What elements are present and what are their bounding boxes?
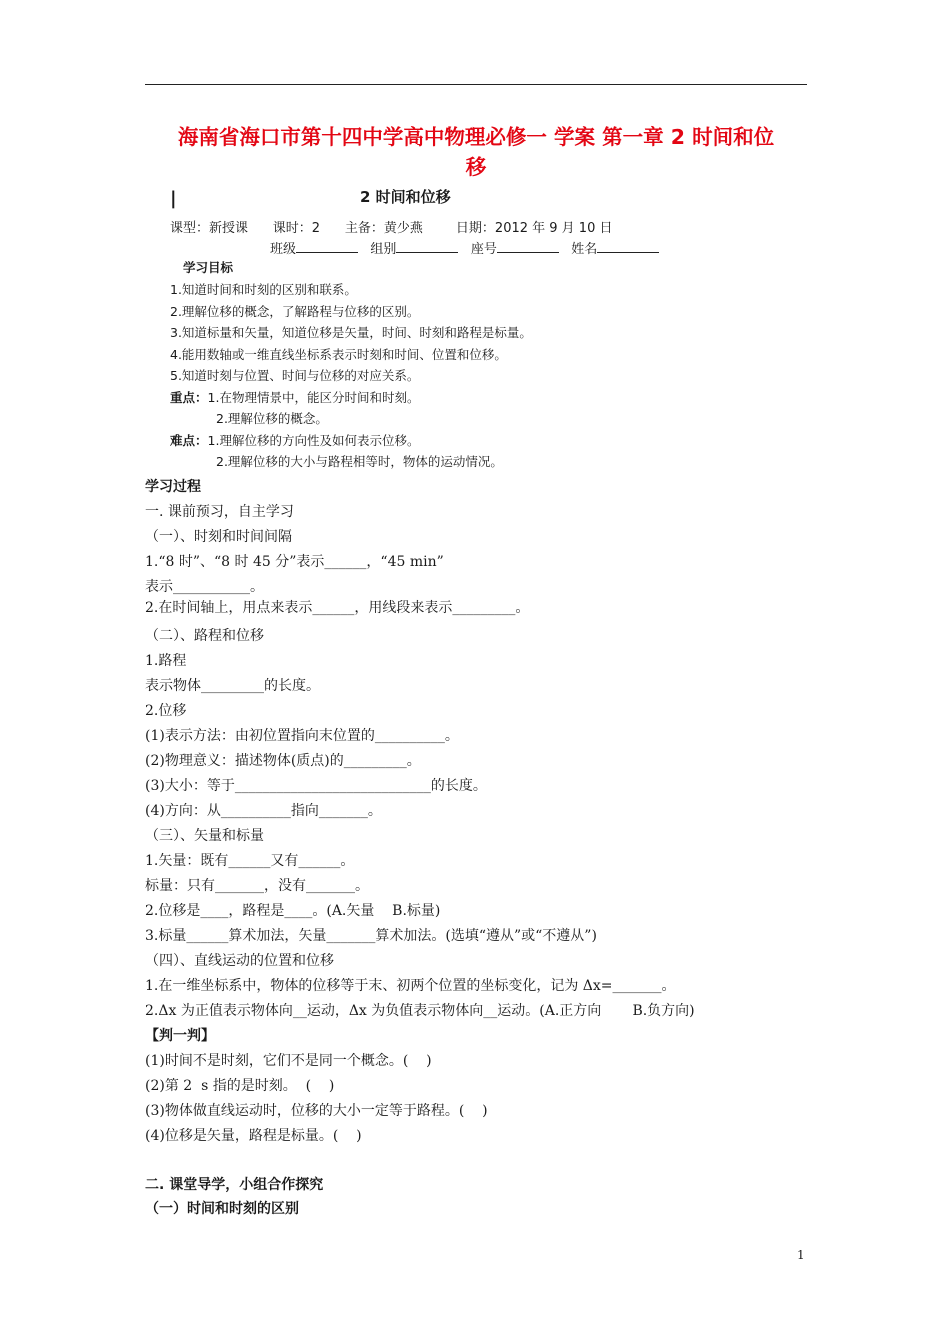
study-line: 表示___________。: [145, 579, 264, 595]
objectives-list: [170, 279, 532, 473]
objective-item: 4.能用数轴或一维直线坐标系表示时刻和时间、位置和位移。: [170, 346, 507, 362]
key-points: 重点：1.在物理情景中，能区分时间和时刻。: [170, 389, 420, 405]
study-line: 2.位移是____，路程是____。(A.矢量 B.标量): [145, 903, 441, 919]
study-line: 2.在时间轴上，用点来表示______，用线段来表示_________。: [145, 600, 530, 616]
study-line: (4)位移是矢量，路程是标量。( ): [145, 1128, 362, 1144]
name-label: 姓名: [571, 242, 598, 257]
study-line: (1)时间不是时刻，它们不是同一个概念。( ): [145, 1053, 432, 1069]
objective-item: 1.知道时间和时刻的区别和联系。: [170, 282, 357, 297]
seat-blank: [497, 240, 559, 253]
study-line: 【判一判】: [145, 1028, 215, 1044]
study-line: （四）、直线运动的位置和位移: [145, 953, 334, 969]
title-line-2: 移: [465, 155, 487, 179]
document-title: [140, 122, 812, 182]
study-line: (2)物理意义：描述物体(质点)的_________。: [145, 753, 421, 769]
difficult-points: 难点：1.理解位移的方向性及如何表示位移。: [170, 432, 420, 448]
section-2-subheading: （一）时间和时刻的区别: [145, 1201, 299, 1217]
study-line: (1)表示方法：由初位置指向末位置的__________。: [145, 728, 459, 744]
page-number: 1: [797, 1248, 805, 1262]
seat-label: 座号: [470, 242, 497, 257]
meta-row-1: 课型：新授课 课时：2 主备：黄少燕 日期：2012 年 9 月 10 日: [170, 221, 613, 236]
header-rule: [145, 84, 807, 85]
study-line: 一. 课前预习，自主学习: [145, 504, 294, 520]
class-label: 班级: [270, 242, 297, 257]
study-line: （二）、路程和位移: [145, 628, 264, 644]
study-line: (4)方向：从__________指向_______。: [145, 803, 382, 819]
key-point-item: 2.理解位移的概念。: [216, 411, 328, 426]
study-line: (2)第 2 s 指的是时刻。 ( ): [145, 1078, 335, 1094]
process-heading: 学习过程: [145, 479, 201, 495]
study-line: 2.位移: [145, 703, 187, 719]
objective-item: 5.知道时刻与位置、时间与位移的对应关系。: [170, 368, 420, 383]
study-line: 标量：只有_______，没有_______。: [145, 878, 369, 894]
study-line: (3)大小：等于____________________________的长度。: [145, 778, 487, 794]
study-line: (3)物体做直线运动时，位移的大小一定等于路程。( ): [145, 1103, 488, 1119]
class-blank: [296, 240, 358, 253]
study-line: 1.“8 时”、“8 时 45 分”表示______，“45 min”: [145, 554, 444, 570]
section-subtitle: 2 时间和位移: [360, 188, 451, 206]
name-blank: [597, 240, 659, 253]
study-line: 1.在一维坐标系中，物体的位移等于末、初两个位置的坐标变化，记为 Δx=_______。: [145, 978, 676, 994]
study-line: （一）、时刻和时间间隔: [145, 529, 292, 545]
study-line: （三）、矢量和标量: [145, 828, 264, 844]
study-line: 1.路程: [145, 653, 187, 669]
title-line-1: 海南省海口市第十四中学高中物理必修一 学案 第一章 2 时间和位: [177, 125, 775, 149]
group-label: 组别: [370, 242, 397, 257]
study-line: 2.Δx 为正值表示物体向__运动，Δx 为负值表示物体向__运动。(A.正方向 B.负方向): [145, 1003, 695, 1019]
cursor-mark: |: [170, 188, 177, 209]
objective-item: 3.知道标量和矢量，知道位移是矢量，时间、时刻和路程是标量。: [170, 325, 532, 340]
section-2-heading: 二. 课堂导学，小组合作探究: [145, 1177, 324, 1193]
group-blank: [396, 240, 458, 253]
study-line: 表示物体_________的长度。: [145, 678, 320, 694]
objectives-heading: 学习目标: [183, 260, 234, 275]
meta-row-2: [270, 238, 659, 257]
objective-item: 2.理解位移的概念，了解路程与位移的区别。: [170, 303, 420, 319]
study-line: 3.标量______算术加法，矢量_______算术加法。(选填“遵从”或“不遵从”): [145, 928, 597, 944]
study-line: 1.矢量：既有______又有______。: [145, 853, 355, 869]
difficult-point-item: 2.理解位移的大小与路程相等时，物体的运动情况。: [216, 454, 503, 469]
